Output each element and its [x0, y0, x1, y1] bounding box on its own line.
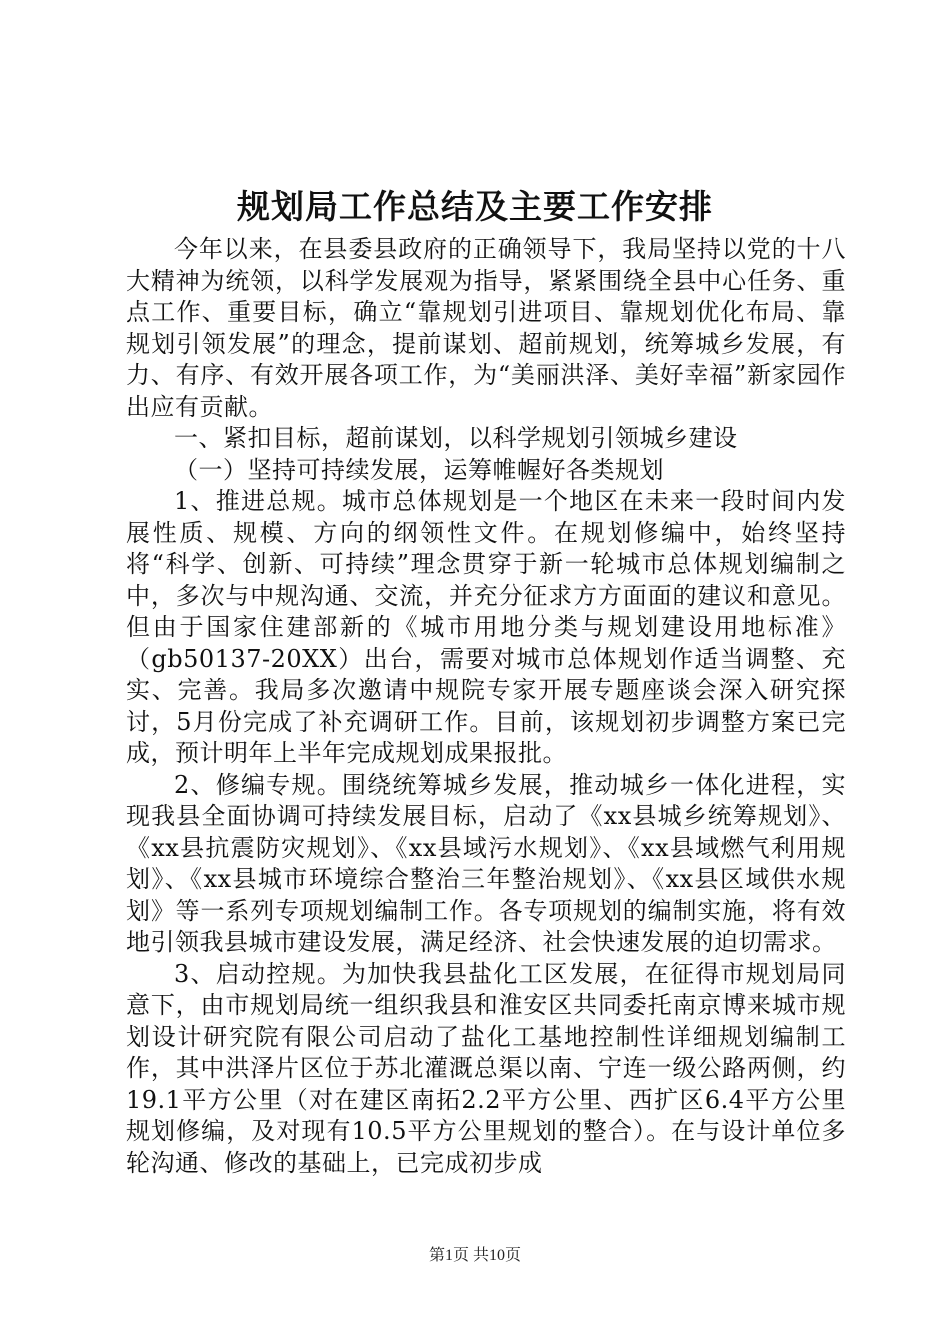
heading-subsection-1: （一）坚持可持续发展，运筹帷幄好各类规划	[174, 455, 664, 484]
paragraph-intro: 今年以来，在县委县政府的正确领导下，我局坚持以党的十八大精神为统领，以科学发展观为指导，紧紧围绕全县中心任务、重点工作、重要目标，确立“靠规划引进项目、靠规划优化布局、靠规划引领发展”的理念，提前谋划、超前规划，统筹城乡发展，有力、有序、有效开展各项工作，为“美丽洪泽、美好幸福”新家园作出应有贡献。	[126, 235, 846, 421]
paragraph-item-2: 2、修编专规。围绕统筹城乡发展，推动城乡一体化进程，实现我县全面协调可持续发展目标，启动了《xx县城乡统筹规划》、《xx县抗震防灾规划》、《xx县域污水规划》、《xx县域燃气利用规划》、《xx县城市环境综合整治三年整治规划》、《xx县区域供水规划》等一系列专项规划编制工作。各专项规划的编制实施，将有效地引领我县城市建设发展，满足经济、社会快速发展的迫切需求。	[126, 770, 846, 956]
document-title: 规划局工作总结及主要工作安排	[237, 187, 713, 226]
paragraph-item-3: 3、启动控规。为加快我县盐化工区发展，在征得市规划局同意下，由市规划局统一组织我县和淮安区共同委托南京博来城市规划设计研究院有限公司启动了盐化工基地控制性详细规划编制工作，其中洪泽片区位于苏北灌溉总渠以南、宁连一级公路两侧，约19.1平方公里（对在建区南拓2.2平方公里、西扩区6.4平方公里规划修编，及对现有10.5平方公里规划的整合）。在与设计单位多轮沟通、修改的基础上，已完成初步成	[126, 959, 846, 1177]
page-footer: 第1页 共10页	[428, 1247, 521, 1264]
paragraph-item-1: 1、推进总规。城市总体规划是一个地区在未来一段时间内发展性质、规模、方向的纲领性文件。在规划修编中，始终坚持将“科学、创新、可持续”理念贯穿于新一轮城市总体规划编制之中，多次与中规沟通、交流，并充分征求方方面面的建议和意见。但由于国家住建部新的《城市用地分类与规划建设用地标准》（gb50137-20XX）出台，需要对城市总体规划作适当调整、充实、完善。我局多次邀请中规院专家开展专题座谈会深入研究探讨，5月份完成了补充调研工作。目前，该规划初步调整方案已完成，预计明年上半年完成规划成果报批。	[126, 487, 846, 767]
heading-section-1: 一、紧扣目标，超前谋划，以科学规划引领城乡建设	[174, 424, 738, 452]
document-body	[126, 234, 846, 1179]
